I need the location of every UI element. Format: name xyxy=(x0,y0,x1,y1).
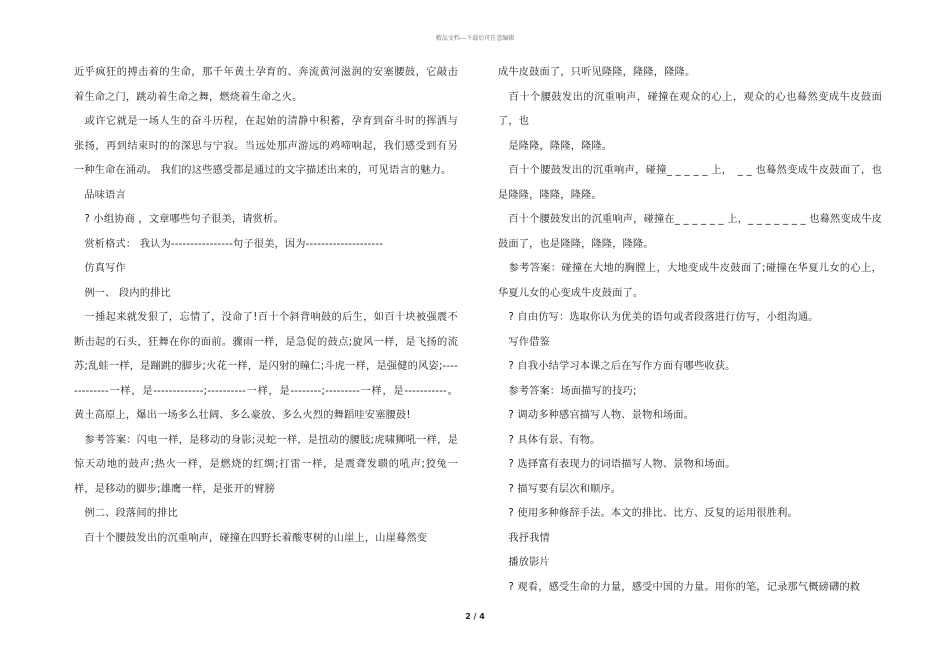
list-item: ? 具体有景、有物。 xyxy=(498,434,601,446)
paragraph: 百十个腰鼓发出的沉重响声，碰撞在观众的心上，观众的心也蓦然变成牛皮鼓面了，也 xyxy=(498,91,882,127)
list-item: ? 选择富有表现力的词语描写人物、景物和场面。 xyxy=(498,459,736,470)
paragraph: 是隆隆，隆隆，隆隆。 xyxy=(498,140,613,152)
list-item: ? 使用多种修辞手法。本文的排比、比方、反复的运用很胜利。 xyxy=(498,508,798,519)
paragraph: 或许它就是一场人生的奋斗历程，在起始的清静中积蓄，孕育到奋斗时的挥洒与张扬，再到结束时的的深思与宁寂。当远处那声游远的鸡啼响起，我们感受到有另一种生命在涌动。 我们的这些感受都是通过的文字描述出来的，可见语言的魅力。 xyxy=(74,116,458,176)
paragraph: 百十个腰鼓发出的沉重响声，碰撞_ _ _ _ _ 上， _ _ 也蓦然变成牛皮鼓面了，也是隆隆，隆隆，隆隆。 xyxy=(498,165,882,201)
paragraph: ? 小组协商 ，文章哪些句子很美，请赏析。 xyxy=(74,214,284,225)
section-heading: 写作借鉴 xyxy=(498,336,550,348)
page-number: 2 / 4 xyxy=(465,612,485,621)
section-heading: 仿真写作 xyxy=(74,263,126,274)
example-heading: 例二、段落间的排比 xyxy=(74,508,178,519)
example-heading: 例一、 段内的排比 xyxy=(74,287,171,299)
paragraph: 百十个腰鼓发出的沉重响声，碰撞在_ _ _ _ _ _ 上，_ _ _ _ _ _ _ 也蓦然变成牛皮鼓面了，也是隆隆，隆隆，隆隆。 xyxy=(498,214,882,250)
paragraph: 参考答案：场面描写的技巧; xyxy=(498,385,637,397)
paragraph: ? 自我小结学习本课之后在写作方面有哪些收获。 xyxy=(498,361,736,372)
paragraph: ? 自由仿写：选取你认为优美的语句或者段落进行仿写，小组沟通。 xyxy=(498,312,819,323)
paragraph: 近乎疯狂的搏击着的生命，那千年黄土孕育的、奔流黄河滋润的安塞腰鼓，它敲击着生命之门，跳动着生命之舞，燃烧着生命之火。 xyxy=(74,67,458,103)
paragraph: 一捶起来就发狠了，忘情了，没命了!百十个斜背响鼓的后生，如百十块被强震不断击起的石头，狂舞在你的面前。骤雨一样，是急促的鼓点;旋风一样，是飞扬的流苏;乱蛙一样，是蹦跳的脚步;火花一样，是闪射的瞳仁;斗虎一样，是强健的风姿;-------------一样，是-------------;----------一样，是--------;---------一样，是-----------。黄土高原上，爆出一场多么壮阔、多么豪放、多么火烈的舞蹈哇安塞腰鼓! xyxy=(74,312,458,421)
page-header: 精品文档---下载后可任意编辑 xyxy=(435,35,515,42)
list-item: ? 调动多种感官描写人物、景物和场面。 xyxy=(498,410,695,421)
section-heading: 我抒我情 xyxy=(498,532,550,544)
paragraph: 参考答案：碰撞在大地的胸膛上，大地变成牛皮鼓面了;碰撞在华夏儿女的心上，华夏儿女的心变成牛皮鼓面了。 xyxy=(498,263,882,299)
right-column xyxy=(498,61,882,600)
left-column xyxy=(74,61,458,551)
section-heading: 品味语言 xyxy=(74,189,126,201)
paragraph: 百十个腰鼓发出的沉重响声，碰撞在四野长着酸枣树的山崖上，山崖蓦然变 xyxy=(74,532,428,544)
list-item: ? 描写要有层次和顺序。 xyxy=(498,483,622,495)
section-heading: 播放影片 xyxy=(498,557,550,568)
paragraph: 成牛皮鼓面了，只听见隆隆，隆隆，隆隆。 xyxy=(498,67,696,78)
paragraph: 参考答案：闪电一样，是移动的身影;灵蛇一样，是扭动的腰肢;虎啸狮吼一样，是惊天动地的鼓声;热火一样，是燃烧的红绸;打雷一样，是震聋发聩的吼声;狡兔一样，是移动的脚步;雄鹰一样，是张开的臂膀 xyxy=(74,434,458,495)
paragraph: 赏析格式： 我认为----------------句子很美，因为-------------------- xyxy=(74,238,384,250)
paragraph: ? 观看，感受生命的力量，感受中国的力量。用你的笔，记录那气概磅礴的救 xyxy=(498,581,861,593)
